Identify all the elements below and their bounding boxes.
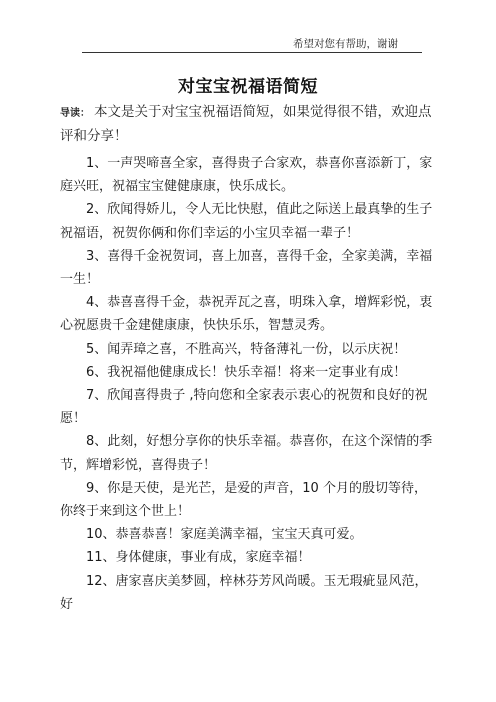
body-content [60, 152, 436, 616]
paragraph: 10、恭喜恭喜！家庭美满幸福，宝宝天真可爱。 [86, 527, 363, 543]
paragraph: 5、闻弄璋之喜，不胜高兴，特备薄礼一份，以示庆祝！ [86, 341, 407, 357]
paragraph: 11、身体健康，事业有成，家庭幸福！ [86, 550, 311, 566]
intro-text: 本文是关于对宝宝祝福语简短，如果觉得很不错，欢迎点评和分享！ [60, 104, 432, 144]
paragraph: 3、喜得千金祝贺词，喜上加喜，喜得千金，全家美满，幸福一生！ [60, 248, 433, 288]
header-divider [82, 52, 422, 53]
intro-paragraph [60, 101, 436, 148]
paragraph: 8、此刻，好想分享你的快乐幸福。恭喜你，在这个深情的季节，辉增彩悦，喜得贵子！ [60, 434, 433, 473]
intro-lead: 导读： [60, 108, 90, 119]
page-title: 对宝宝祝福语简短 [178, 77, 318, 97]
paragraph: 6、我祝福他健康成长！快乐幸福！将来一定事业有成！ [86, 364, 407, 380]
paragraph: 1、一声哭啼喜全家，喜得贵子合家欢，恭喜你喜添新丁，家庭兴旺，祝福宝宝健健康康，快乐成长。 [60, 156, 433, 195]
paragraph: 9、你是天使，是光芒，是爱的声音，10 个月的殷切等待，你终于来到这个世上！ [60, 480, 427, 520]
paragraph: 12、唐家喜庆美梦圆，梓林芬芳风尚暖。玉无瑕疵显风范，好 [60, 573, 428, 612]
paragraph: 2、欣闻得娇儿，令人无比快慰，值此之际送上最真挚的生子祝福语，祝贺你俩和你们幸运的小宝贝幸福一辈子！ [60, 202, 433, 241]
paragraph: 7、欣闻喜得贵子 ,特向您和全家表示衷心的祝贺和良好的祝愿！ [60, 388, 428, 427]
header-note: 希望对您有帮助，谢谢 [293, 38, 398, 50]
paragraph: 4、恭喜喜得千金，恭祝弄瓦之喜，明珠入拿，增辉彩悦，衷心祝愿贵千金建健康康，快快乐乐，智慧灵秀。 [60, 295, 433, 334]
